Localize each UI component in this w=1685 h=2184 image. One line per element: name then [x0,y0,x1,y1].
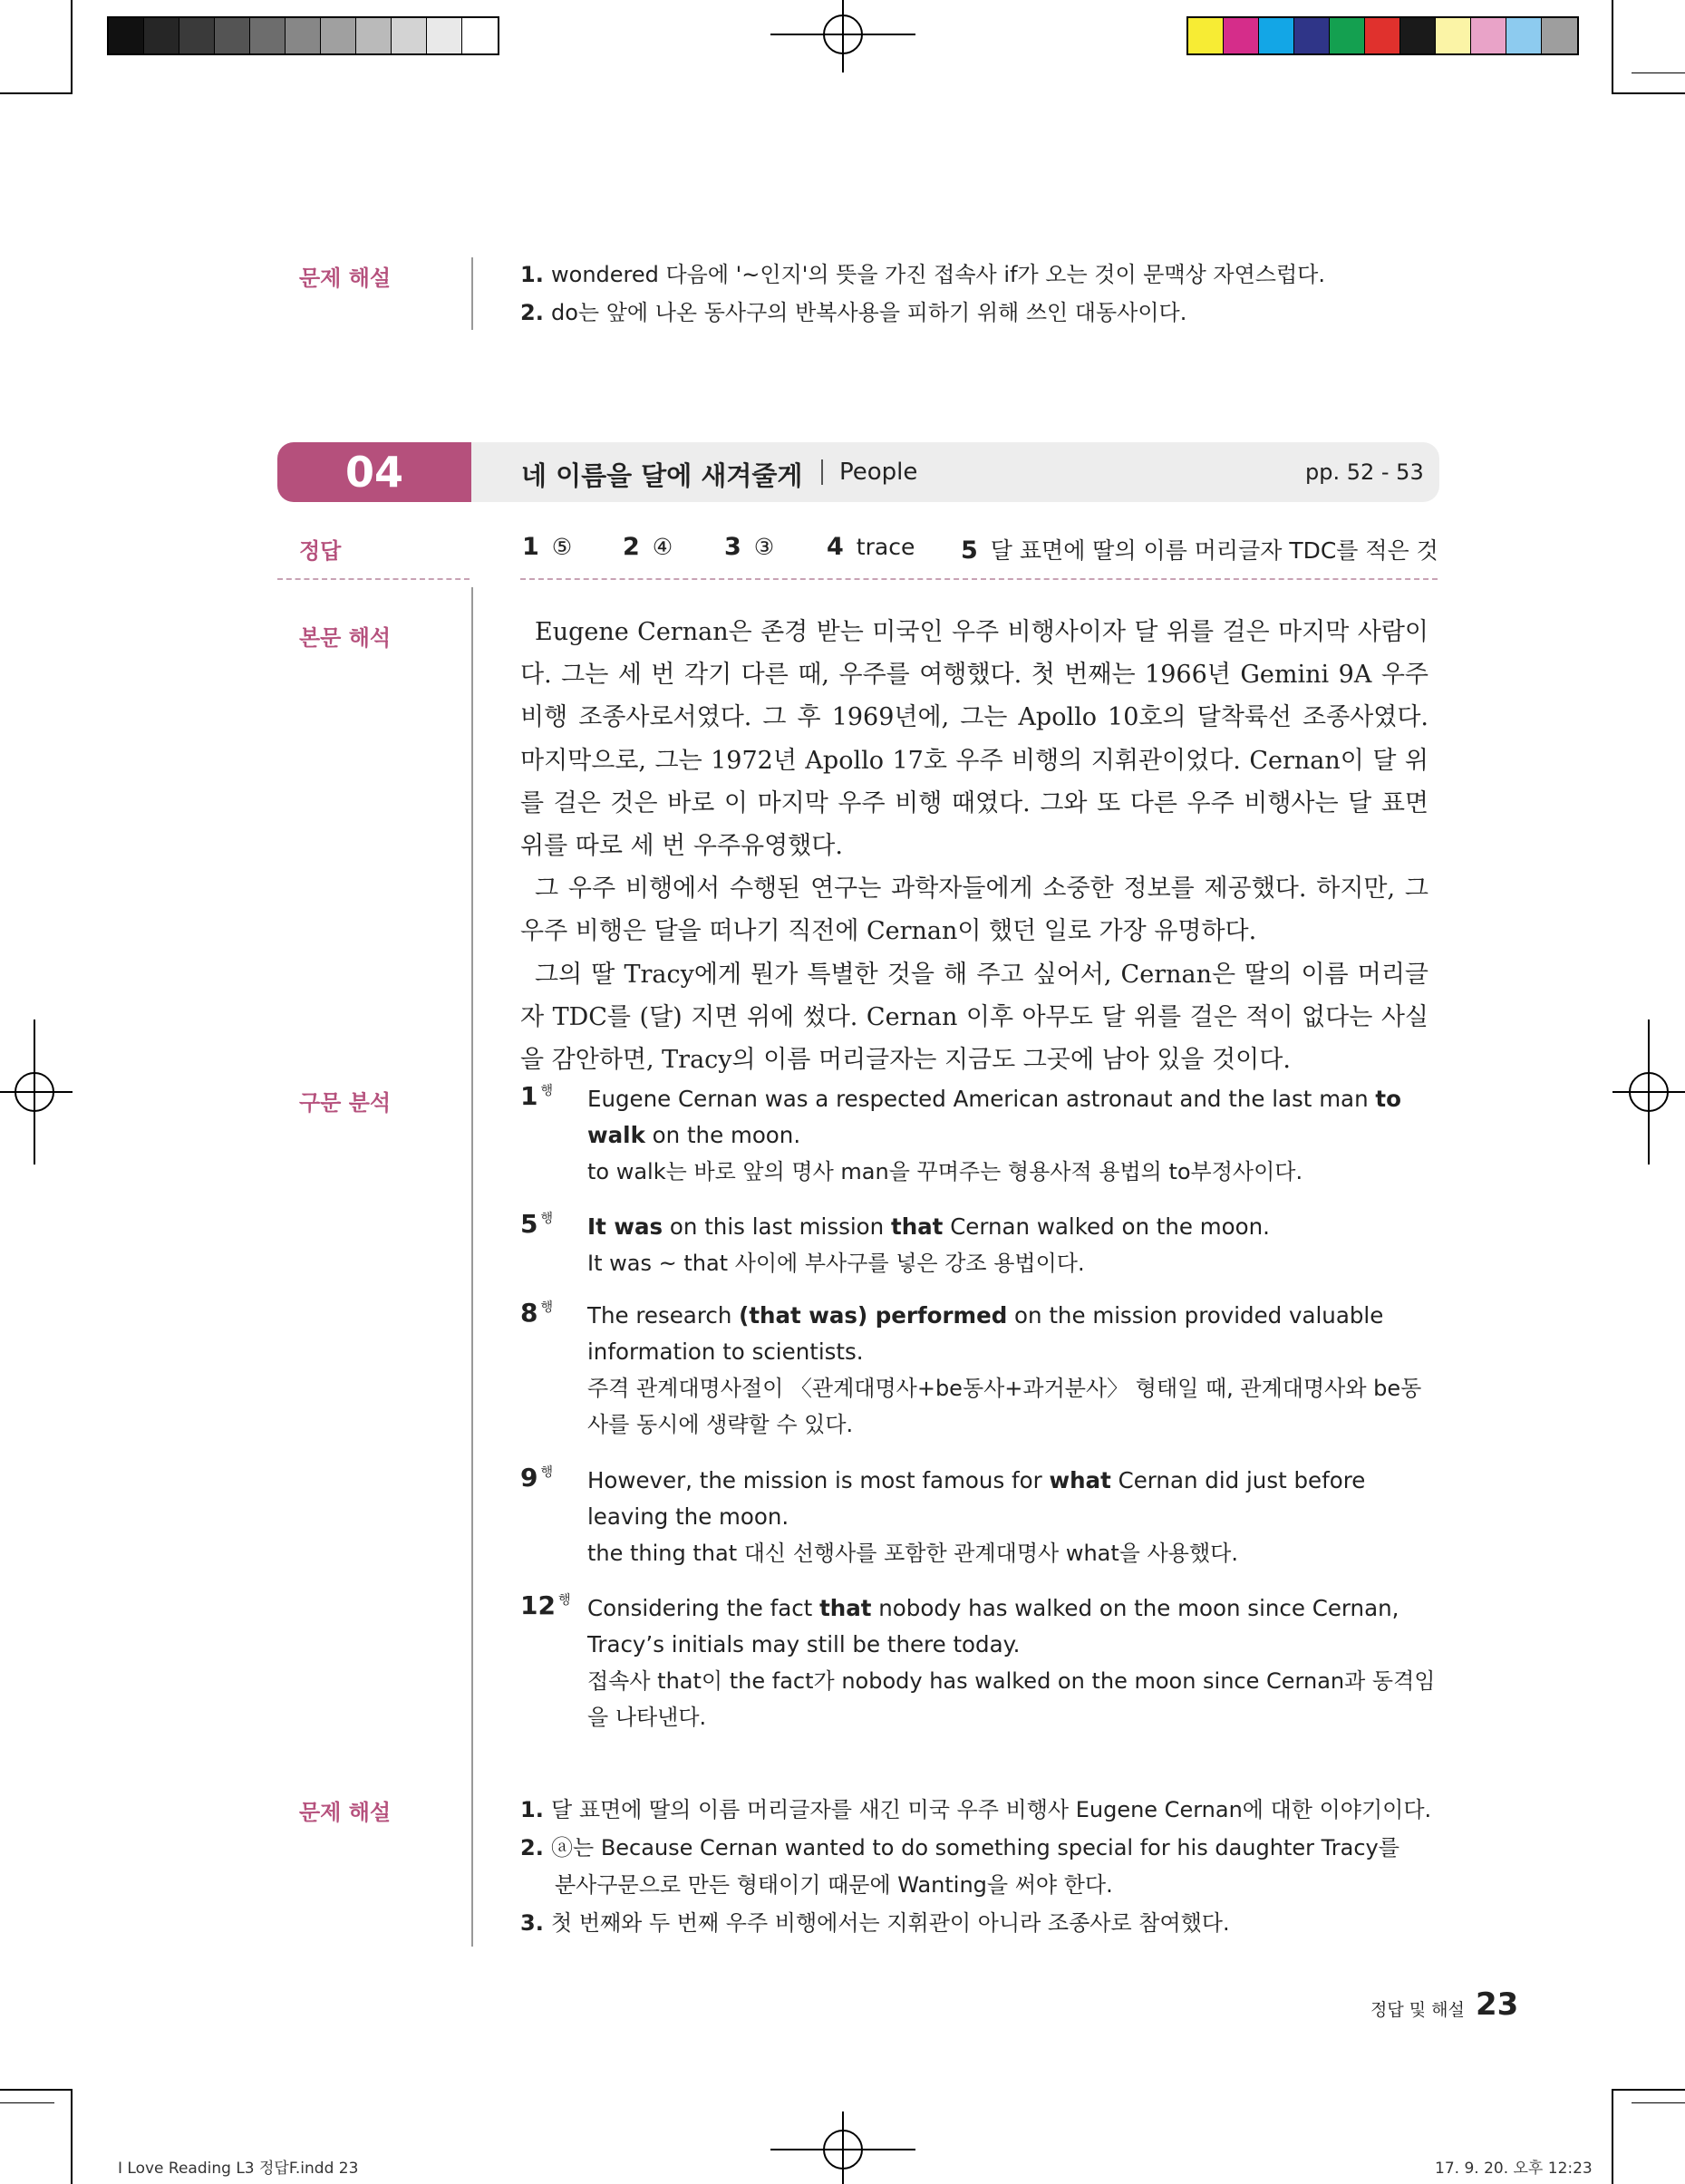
swatch [1259,18,1294,53]
color-swatch-strip [1186,16,1579,55]
swatch [1471,18,1506,53]
swatch [1436,18,1471,53]
dashed-divider [520,578,1438,580]
unit-title: 네 이름을 달에 새겨줄게 [521,460,803,491]
gray-swatch-strip [107,16,499,55]
swatch [1294,18,1330,53]
section-label-translation: 본문 해석 [299,625,392,651]
list-item: 1. wondered 다음에 '~인지'의 뜻을 가진 접속사 if가 오는 것이 문맥상 자연스럽다. [520,262,1325,287]
grammar-item: 12 $^행$ Considering the fact that nobody has walked on the moon since Cernan, Tracy’s initials may still be there today. 접속사 that이 the fact가 nobody has walked on the moon since Cernan과 동격임을 나타낸다. [520,1590,1436,1735]
swatch [392,18,427,53]
bottom-problem-list [520,1792,1431,1942]
crop-mark [1612,92,1685,94]
grammar-item: 8 $^행$ The research (that was) performed on the mission provided valuable information to scientists. 주격 관계대명사절이 〈관계대명사+be동사+과거분사〉 형태일 때, 관계대명사와 be동사를 동시에 생략할 수 있다. [520,1298,1436,1443]
crop-mark [1612,0,1613,92]
section-label-grammar: 구문 분석 [299,1090,392,1116]
swatch [215,18,250,53]
answer-3: 3 ③ [724,533,775,561]
answer-5: 5 달 표면에 딸의 이름 머리글자 TDC를 적은 것 [961,536,1438,565]
crop-mark [71,0,73,92]
print-slug-file: I Love Reading L3 정답F.indd 23 [118,2160,359,2178]
swatch [179,18,215,53]
section-label-problem-top: 문제 해설 [299,266,392,291]
section-divider [471,587,473,1947]
grammar-item: 1 $^행$ Eugene Cernan was a respected American astronaut and the last man to walk on the moon. to walk는 바로 앞의 명사 man을 꾸며주는 형용사적 용법의 to부정사이다. [520,1081,1436,1190]
swatch [1188,18,1224,53]
list-item: 3. 첫 번째와 두 번째 우주 비행에서는 지휘관이 아니라 조종사로 참여했다. [520,1909,1230,1936]
swatch [1506,18,1542,53]
translation-body [520,611,1428,1081]
list-item: 2. do는 앞에 나온 동사구의 반복사용을 피하기 위해 쓰인 대동사이다. [520,299,1187,325]
crop-mark [0,2102,54,2103]
grammar-note: the thing that 대신 선행사를 포함한 관계대명사 what을 사용했다. [587,1541,1238,1566]
translation-paragraph: 그의 딸 Tracy에게 뭔가 특별한 것을 해 주고 싶어서, Cernan은 딸의 이름 머리글자 TDC를 (달) 지면 위에 썼다. Cernan 이후 아무도 달 위를 걸은 적이 없다는 사실을 감안하면, Tracy의 이름 머리글자는 지금도 그곳에 남아 있을 것이다. [520,960,1428,1075]
section-divider [471,257,473,330]
grammar-note: to walk는 바로 앞의 명사 man을 꾸며주는 형용사적 용법의 to부정사이다. [587,1159,1303,1184]
banner-separator [821,459,823,485]
swatch [109,18,144,53]
footer-label: 정답 및 해설 [1370,2000,1465,2020]
crop-mark [0,92,73,94]
answer-1: 1 ⑤ [522,533,573,561]
swatch [1330,18,1365,53]
section-label-problem-bottom: 문제 해설 [299,1800,392,1825]
swatch [1542,18,1577,53]
list-item: 2. ⓐ는 Because Cernan wanted to do something special for his daughter Tracy를 [520,1834,1399,1860]
unit-category: People [839,459,918,486]
crop-mark [0,2089,73,2091]
grammar-item: 5 $^행$ It was on this last mission that Cernan walked on the moon. It was ~ that 사이에 부사구를 넣은 강조 용법이다. [520,1209,1436,1281]
answer-2: 2 ④ [623,533,673,561]
swatch [250,18,286,53]
swatch [1224,18,1259,53]
swatch [321,18,356,53]
crop-mark [71,2089,73,2184]
swatch [144,18,179,53]
crop-mark [1632,2102,1685,2103]
print-slug-date: 17. 9. 20. 오후 12:23 [1435,2160,1593,2178]
unit-number: 04 [277,442,471,502]
grammar-note: It was ~ that 사이에 부사구를 넣은 강조 용법이다. [587,1251,1085,1276]
list-item-continuation: 분사구문으로 만든 형태이기 때문에 Wanting을 써야 한다. [555,1872,1113,1898]
translation-paragraph: 그 우주 비행에서 수행된 연구는 과학자들에게 소중한 정보를 제공했다. 하지만, 그 우주 비행은 달을 떠나기 직전에 Cernan이 했던 일로 가장 유명하다. [520,875,1428,946]
unit-pages: pp. 52 - 53 [1305,459,1424,485]
swatch [286,18,321,53]
swatch [427,18,462,53]
grammar-item: 9 $^행$ However, the mission is most famous for what Cernan did just before leaving the moon. the thing that 대신 선행사를 포함한 관계대명사 what을 사용했다. [520,1463,1436,1571]
swatch [462,18,498,53]
dashed-divider [277,578,470,580]
swatch [356,18,392,53]
crop-mark [1612,2089,1685,2091]
grammar-note: 주격 관계대명사절이 〈관계대명사+be동사+과거분사〉 형태일 때, 관계대명사와 be동사를 동시에 생략할 수 있다. [587,1376,1422,1437]
grammar-note: 접속사 that이 the fact가 nobody has walked on the moon since Cernan과 동격임을 나타낸다. [587,1668,1436,1730]
page-number: 23 [1476,1986,1519,2023]
section-label-answers: 정답 [299,538,342,564]
list-item: 1. 달 표면에 딸의 이름 머리글자를 새긴 미국 우주 비행사 Eugene Cernan에 대한 이야기이다. [520,1797,1432,1822]
translation-paragraph: Eugene Cernan은 존경 받는 미국인 우주 비행사이자 달 위를 걸은 마지막 사람이다. 그는 세 번 각기 다른 때, 우주를 여행했다. 첫 번째는 1966년 Gemini 9A 우주 비행 조종사로서였다. 그 후 1969년에, 그는 Apollo 10호의 달착륙선 조종사였다. 마지막으로, 그는 1972년 Apollo 17호 우주 비행의 지휘관이었다. Cernan이 달 위를 걸은 것은 바로 이 마지막 우주 비행 때였다. 그와 또 다른 우주 비행사는 달 표면 위를 따로 세 번 우주유영했다. [520,618,1428,861]
crop-mark [1612,2089,1613,2184]
answer-4: 4 trace [827,533,915,561]
top-problem-list [520,256,1325,332]
crop-mark [1632,72,1685,73]
swatch [1400,18,1436,53]
swatch [1365,18,1400,53]
